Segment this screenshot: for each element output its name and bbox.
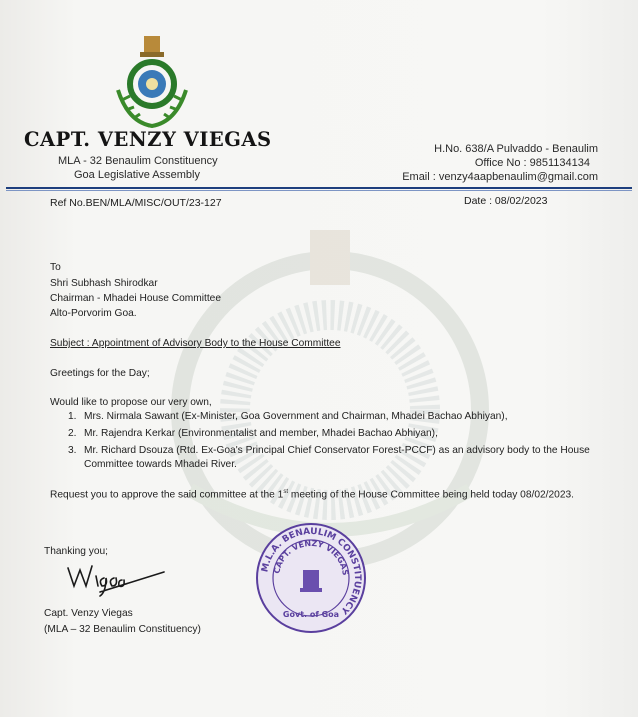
member-item bbox=[68, 428, 438, 439]
signatory-role: (MLA – 32 Benaulim Constituency) bbox=[44, 624, 201, 635]
request-line bbox=[50, 489, 574, 500]
svg-text:Govt. of Goa: Govt. of Goa bbox=[282, 610, 340, 619]
request-text-b: meeting of the House Committee being held today 08/02/2023. bbox=[288, 489, 575, 501]
recipient-name: Shri Subhash Shirodkar bbox=[50, 278, 158, 289]
subject-line: Subject : Appointment of Advisory Body to the House Committee bbox=[50, 338, 341, 349]
header-rule bbox=[6, 187, 632, 189]
intro-line: Would like to propose our very own, bbox=[50, 397, 212, 408]
handwritten-signature bbox=[60, 556, 170, 606]
member-text: Mr. Richard Dsouza (Rtd. Ex-Goa's Principal Chief Conservator Forest-PCCF) as an advisory body to the House bbox=[84, 445, 590, 456]
goa-assembly-emblem bbox=[106, 30, 198, 134]
svg-text:CAPT. VENZY VIEGAS: CAPT. VENZY VIEGAS bbox=[272, 538, 350, 576]
greeting: Greetings for the Day; bbox=[50, 368, 150, 379]
member-number: 1. bbox=[68, 411, 77, 422]
letterhead-assembly: Goa Legislative Assembly bbox=[74, 169, 200, 181]
assembly-watermark bbox=[150, 210, 510, 570]
member-item bbox=[68, 445, 590, 456]
member-number: 3. bbox=[68, 445, 77, 456]
letterhead-email: Email : venzy4aapbenaulim@gmail.com bbox=[402, 171, 598, 183]
member-text: Mrs. Nirmala Sawant (Ex-Minister, Goa Government and Chairman, Mhadei Bachao Abhiyan), bbox=[84, 411, 508, 422]
member-item bbox=[68, 411, 508, 422]
letterhead-office-phone: Office No : 9851134134 bbox=[474, 157, 590, 169]
letterhead-name: CAPT. VENZY VIEGAS bbox=[24, 128, 272, 151]
signatory-name: Capt. Venzy Viegas bbox=[44, 608, 133, 619]
recipient-to: To bbox=[50, 262, 61, 273]
recipient-title: Chairman - Mhadei House Committee bbox=[50, 293, 221, 304]
letterhead-constituency: MLA - 32 Benaulim Constituency bbox=[58, 155, 218, 167]
request-text-a: Request you to approve the said committee at the 1 bbox=[50, 489, 284, 501]
closing-line: Thanking you; bbox=[44, 546, 108, 557]
header-rule-thin bbox=[6, 190, 632, 191]
member-text: Mr. Rajendra Kerkar (Environmentalist and member, Mhadei Bachao Abhiyan), bbox=[84, 428, 438, 439]
recipient-place: Alto-Porvorim Goa. bbox=[50, 308, 137, 319]
svg-text:M.L.A. BENAULIM CONSTITUENCY: M.L.A. BENAULIM CONSTITUENCY bbox=[260, 526, 363, 616]
reference-number: Ref No.BEN/MLA/MISC/OUT/23-127 bbox=[50, 197, 222, 209]
official-seal-stamp bbox=[255, 522, 367, 634]
letterhead-address: H.No. 638/A Pulvaddo - Benaulim bbox=[434, 143, 598, 155]
letter-date: Date : 08/02/2023 bbox=[464, 195, 548, 207]
member-item-continuation: Committee towards Mhadei River. bbox=[84, 459, 237, 470]
request-superscript: st bbox=[283, 489, 288, 495]
member-number: 2. bbox=[68, 428, 77, 439]
